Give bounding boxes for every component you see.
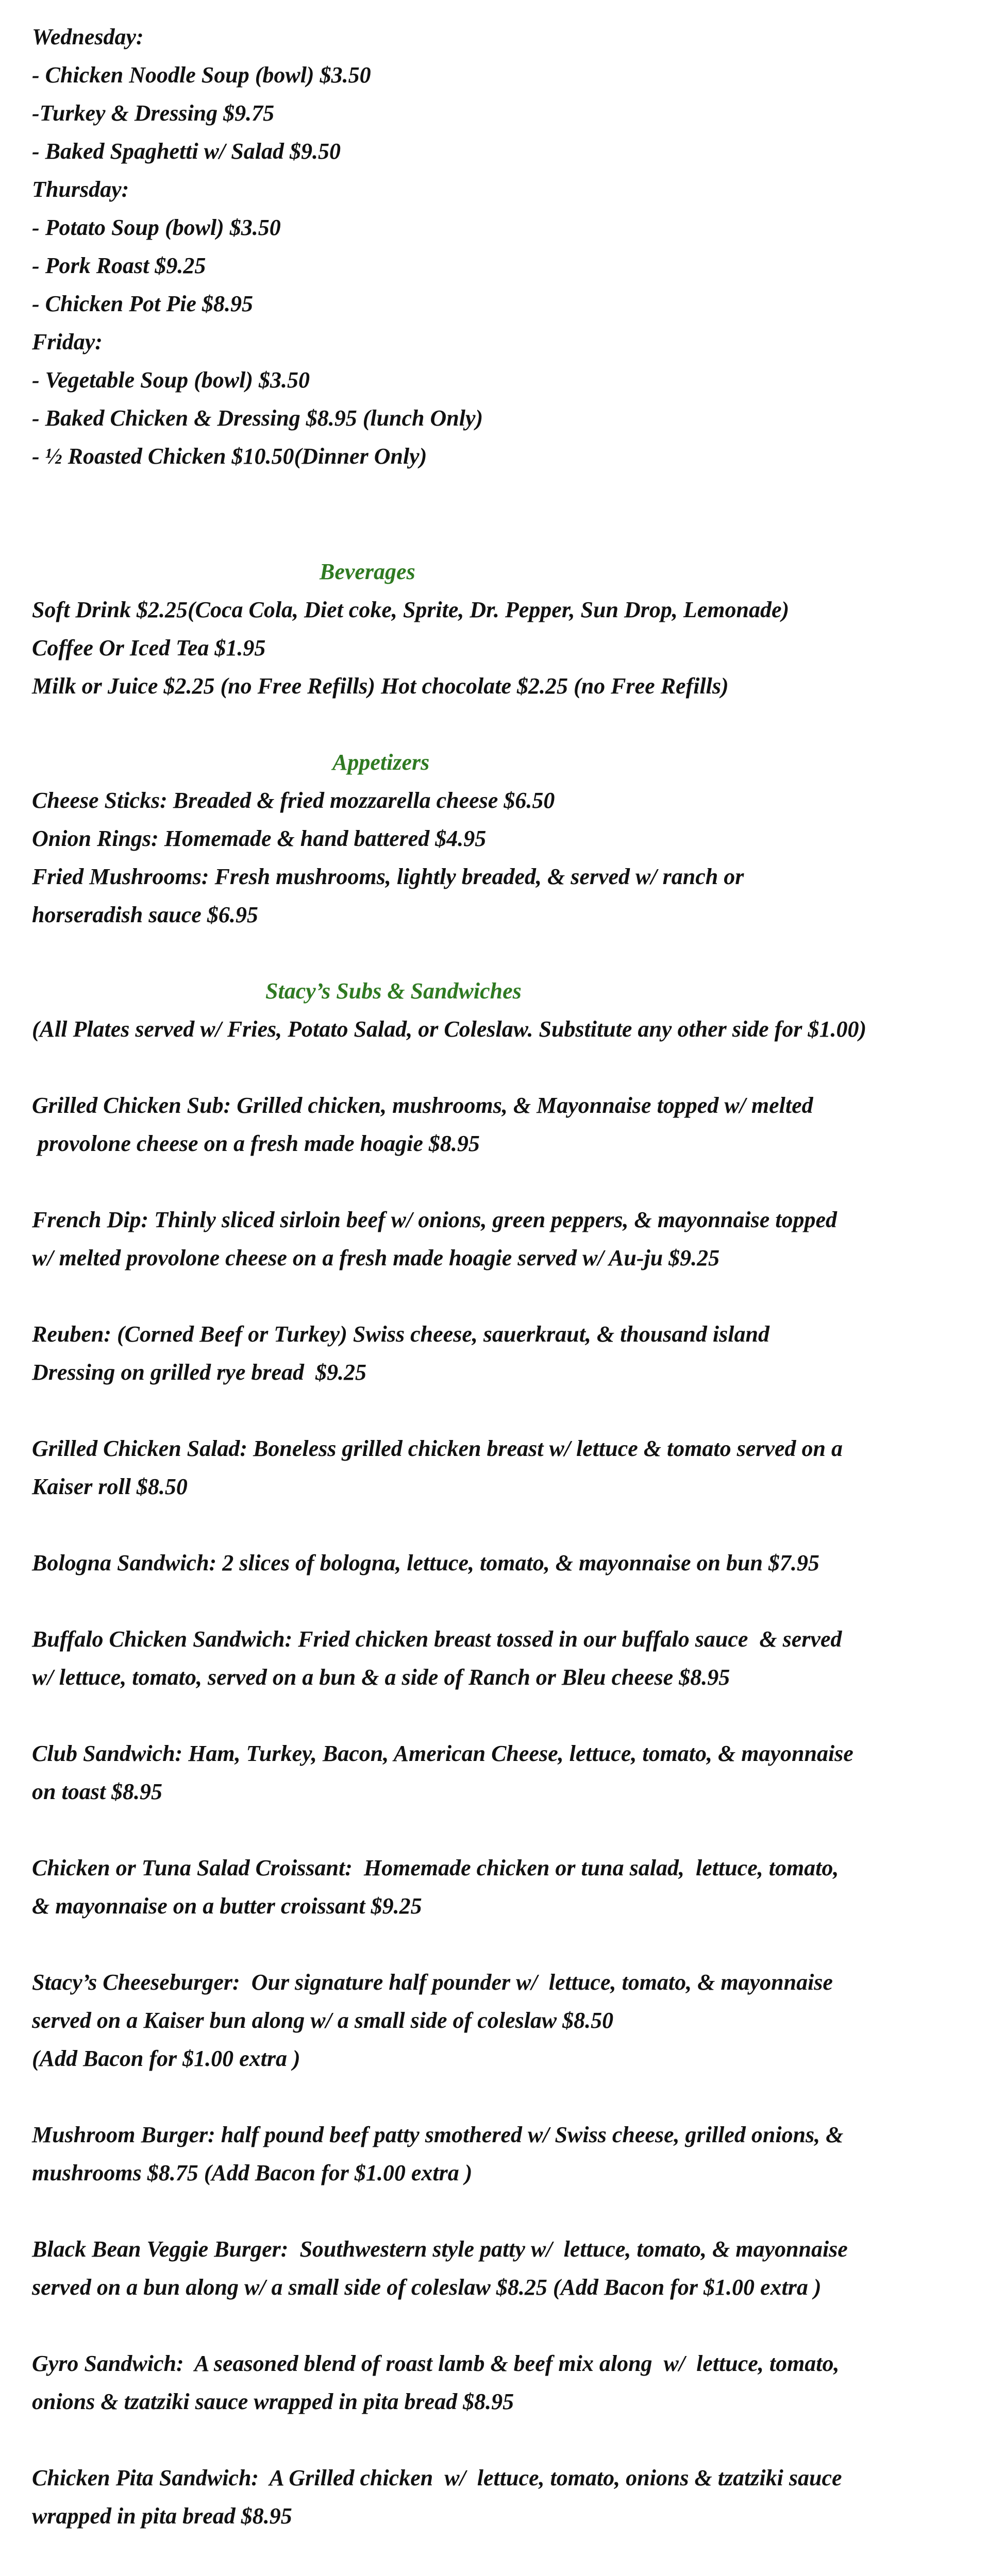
menu-item-line: wrapped in pita bread $8.95 bbox=[32, 2503, 292, 2529]
beverages-heading: Beverages bbox=[320, 559, 415, 584]
menu-item-line: Buffalo Chicken Sandwich: Fried chicken breast tossed in our buffalo sauce & served bbox=[32, 1626, 842, 1652]
menu-item-line: Mushroom Burger: half pound beef patty smothered w/ Swiss cheese, grilled onions, & bbox=[32, 2122, 844, 2147]
subs-note: (All Plates served w/ Fries, Potato Salad, or Coleslaw. Substitute any other side for $1.00) bbox=[32, 1016, 867, 1042]
menu-item-line: Chicken Pita Sandwich: A Grilled chicken w/ lettuce, tomato, onions & tzatziki sauce bbox=[32, 2465, 842, 2490]
beverage-line: Coffee Or Iced Tea $1.95 bbox=[32, 635, 266, 660]
appetizer-line: horseradish sauce $6.95 bbox=[32, 902, 258, 927]
menu-item-line: & mayonnaise on a butter croissant $9.25 bbox=[32, 1893, 422, 1919]
menu-item-line: w/ lettuce, tomato, served on a bun & a side of Ranch or Bleu cheese $8.95 bbox=[32, 1665, 730, 1690]
menu-item-line: Kaiser roll $8.50 bbox=[32, 1474, 188, 1499]
special-item: - Baked Spaghetti w/ Salad $9.50 bbox=[32, 139, 341, 164]
special-item: - Chicken Pot Pie $8.95 bbox=[32, 291, 253, 316]
appetizer-line: Cheese Sticks: Breaded & fried mozzarella cheese $6.50 bbox=[32, 788, 555, 813]
subs-heading: Stacy’s Subs & Sandwiches bbox=[265, 978, 522, 1004]
menu-item-line: w/ melted provolone cheese on a fresh made hoagie served w/ Au-ju $9.25 bbox=[32, 1245, 720, 1270]
menu-item-line: Gyro Sandwich: A seasoned blend of roast lamb & beef mix along w/ lettuce, tomato, bbox=[32, 2351, 840, 2376]
menu-item-line: Dressing on grilled rye bread $9.25 bbox=[32, 1360, 366, 1385]
menu-item-line: served on a Kaiser bun along w/ a small side of coleslaw $8.50 bbox=[32, 2008, 614, 2033]
appetizer-line: Fried Mushrooms: Fresh mushrooms, lightly breaded, & served w/ ranch or bbox=[32, 864, 744, 889]
special-item: - Vegetable Soup (bowl) $3.50 bbox=[32, 367, 310, 393]
menu-item-line: French Dip: Thinly sliced sirloin beef w/ onions, green peppers, & mayonnaise topped bbox=[32, 1207, 838, 1232]
special-item: - Baked Chicken & Dressing $8.95 (lunch Only) bbox=[32, 405, 483, 431]
beverage-line: Milk or Juice $2.25 (no Free Refills) Hot chocolate $2.25 (no Free Refills) bbox=[32, 673, 729, 699]
menu-item-line: provolone cheese on a fresh made hoagie $8.95 bbox=[32, 1131, 480, 1156]
menu-item-line: Grilled Chicken Salad: Boneless grilled chicken breast w/ lettuce & tomato served on a bbox=[32, 1436, 843, 1461]
menu-item-line: served on a bun along w/ a small side of coleslaw $8.25 (Add Bacon for $1.00 extra ) bbox=[32, 2275, 822, 2300]
day-wednesday: Wednesday: bbox=[32, 24, 144, 49]
menu-item-line: Reuben: (Corned Beef or Turkey) Swiss cheese, sauerkraut, & thousand island bbox=[32, 1321, 769, 1347]
menu-item-line: Stacy’s Cheeseburger: Our signature half pounder w/ lettuce, tomato, & mayonnaise bbox=[32, 1970, 833, 1995]
menu-item-line: Club Sandwich: Ham, Turkey, Bacon, American Cheese, lettuce, tomato, & mayonnaise bbox=[32, 1741, 853, 1766]
beverage-line: Soft Drink $2.25(Coca Cola, Diet coke, Sprite, Dr. Pepper, Sun Drop, Lemonade) bbox=[32, 597, 790, 622]
menu-item-line: (Add Bacon for $1.00 extra ) bbox=[32, 2046, 300, 2071]
day-friday: Friday: bbox=[32, 329, 103, 354]
menu-item-line: Bologna Sandwich: 2 slices of bologna, lettuce, tomato, & mayonnaise on bun $7.95 bbox=[32, 1550, 819, 1575]
menu-item-line: Black Bean Veggie Burger: Southwestern style patty w/ lettuce, tomato, & mayonnaise bbox=[32, 2236, 848, 2262]
menu-item-line: onions & tzatziki sauce wrapped in pita bread $8.95 bbox=[32, 2389, 514, 2414]
appetizer-line: Onion Rings: Homemade & hand battered $4.95 bbox=[32, 826, 487, 851]
day-thursday: Thursday: bbox=[32, 177, 129, 202]
menu-item-line: on toast $8.95 bbox=[32, 1779, 163, 1804]
menu-item-line: Chicken or Tuna Salad Croissant: Homemade chicken or tuna salad, lettuce, tomato, bbox=[32, 1855, 839, 1880]
special-item: - ½ Roasted Chicken $10.50(Dinner Only) bbox=[32, 444, 427, 469]
menu-item-line: mushrooms $8.75 (Add Bacon for $1.00 extra ) bbox=[32, 2160, 473, 2185]
special-item: -Turkey & Dressing $9.75 bbox=[32, 100, 275, 126]
special-item: - Potato Soup (bowl) $3.50 bbox=[32, 215, 281, 240]
appetizers-heading: Appetizers bbox=[332, 750, 430, 775]
menu-item-line: Grilled Chicken Sub: Grilled chicken, mushrooms, & Mayonnaise topped w/ melted bbox=[32, 1093, 813, 1118]
special-item: - Chicken Noodle Soup (bowl) $3.50 bbox=[32, 62, 371, 88]
special-item: - Pork Roast $9.25 bbox=[32, 253, 206, 278]
